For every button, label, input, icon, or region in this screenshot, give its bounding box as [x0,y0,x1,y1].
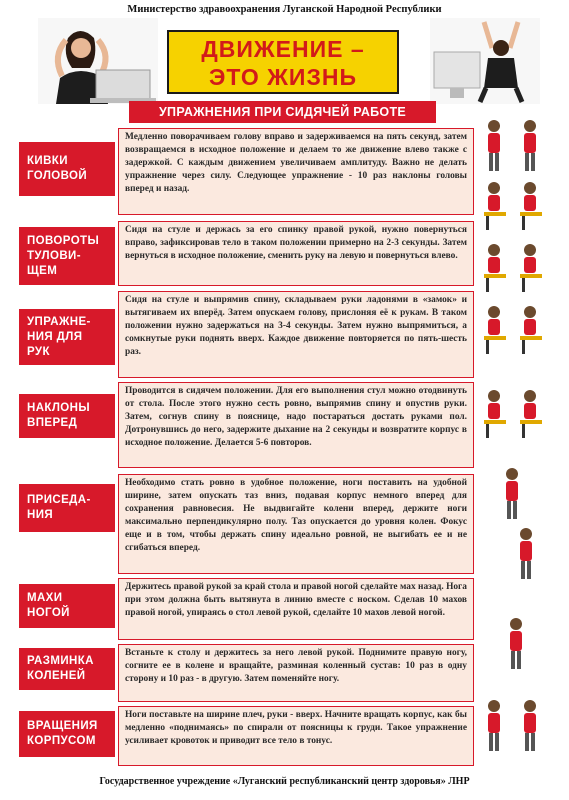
woman-at-laptop-photo [38,18,158,104]
poster-title [167,30,399,94]
exercise-label-forward-bends: НАКЛОНЫ ВПЕРЕД [19,394,115,438]
exercise-text-body-rotations: Ноги поставьте на ширине плеч, руки - вверх. Начните вращать корпус, как бы медленно «поднимаясь» по спирали от поясницы к груди. Такое упражнение усиливает кровоток и приводит все тело в тонус. [118,706,474,766]
exercise-text-squats: Необходимо стать ровно в удобное положение, ноги поставить на удобной ширине, затем опускать таз вниз, подавая корпус немного вперед для сохранения равновесия. Не выдвигайте колени вперед, держите ноги максимально перпендикулярно полу. Таз опускается до уровня колен. Фокус еще и в том, чтобы держать спину идеально ровной, не выгибать ее и не сгибаться вперед. [118,474,474,574]
section-subtitle: УПРАЖНЕНИЯ ПРИ СИДЯЧЕЙ РАБОТЕ [129,101,436,123]
exercise-text-torso-turns: Сидя на стуле и держась за его спинку правой рукой, нужно повернуться вправо, зафиксировав тело в таком положении примерно на 2-3 секунды. Затем вернуться в исходное положение, сменить руку на левую и повернуться влево. [118,221,474,286]
footer-organization: Государственное учреждение «Луганский республиканский центр здоровья» ЛНР [99,776,470,787]
exercise-label-torso-turns: ПОВОРОТЫ ТУЛОВИ- ЩЕМ [19,227,115,285]
stretching-at-desk-photo [430,18,540,104]
ministry-header: Министерство здравоохранения Луганской Народной Республики [127,4,442,15]
exercise-text-head-nods: Медленно поворачиваем голову вправо и задерживаемся на пять секунд, затем возвращаемся в исходное положение и делаем то же движение влево также с задержкой. С каждым движением увеличиваем амплитуду. Важно не делать упражнение через силу. Следующее упражнение - 10 раз наклоны головы вперед и назад. [118,128,474,215]
exercise-label-arms: УПРАЖНЕ- НИЯ ДЛЯ РУК [19,309,115,365]
title-line-2: ЭТО ЖИЗНЬ [209,64,357,90]
exercise-figure-illustrations [476,108,566,772]
exercise-label-leg-swings: МАХИ НОГОЙ [19,584,115,628]
exercise-text-forward-bends: Проводится в сидячем положении. Для его выполнения стул можно отодвинуть от стола. После этого нужно сесть ровно, выпрямив спину и опустив руки. Затем, согнув спину в пояснице, надо постараться достать руками пол. Дотронувшись до него, задержите дыхание на 2 секунды и возвратите корпус в исходное положение. Делается 5-6 повторов. [118,382,474,468]
exercise-label-head-nods: КИВКИ ГОЛОВОЙ [19,142,115,196]
exercise-text-leg-swings: Держитесь правой рукой за край стола и правой ногой сделайте мах назад. Нога при этом должна быть вытянута в линию вместе с носком. Сделав 10 махов правой ногой, упираясь о стол левой рукой, сделайте 10 махов левой ногой. [118,578,474,640]
exercise-text-arms: Сидя на стуле и выпрямив спину, складываем руки ладонями в «замок» и вытягиваем их вперёд. Затем опускаем голову, прислоняя её к рукам. В таком положении нужно задержаться на 3-4 секунды. Затем нужно выпрямиться, а сомкнутые руки поднять вверх. Каждое движение повторяется по пять-шесть раз. [118,291,474,378]
title-line-1: ДВИЖЕНИЕ – [201,36,365,62]
exercise-label-knee-warmup: РАЗМИНКА КОЛЕНЕЙ [19,648,115,690]
exercise-label-squats: ПРИСЕДА- НИЯ [19,484,115,532]
exercise-text-knee-warmup: Встаньте к столу и держитесь за него левой рукой. Поднимите правую ногу, согните ее в колене и вращайте, разминая коленный сустав: 10 раз в одну сторону и 10 раз - в другую. Затем поменяйте ногу. [118,644,474,702]
exercise-label-body-rotations: ВРАЩЕНИЯ КОРПУСОМ [19,711,115,757]
